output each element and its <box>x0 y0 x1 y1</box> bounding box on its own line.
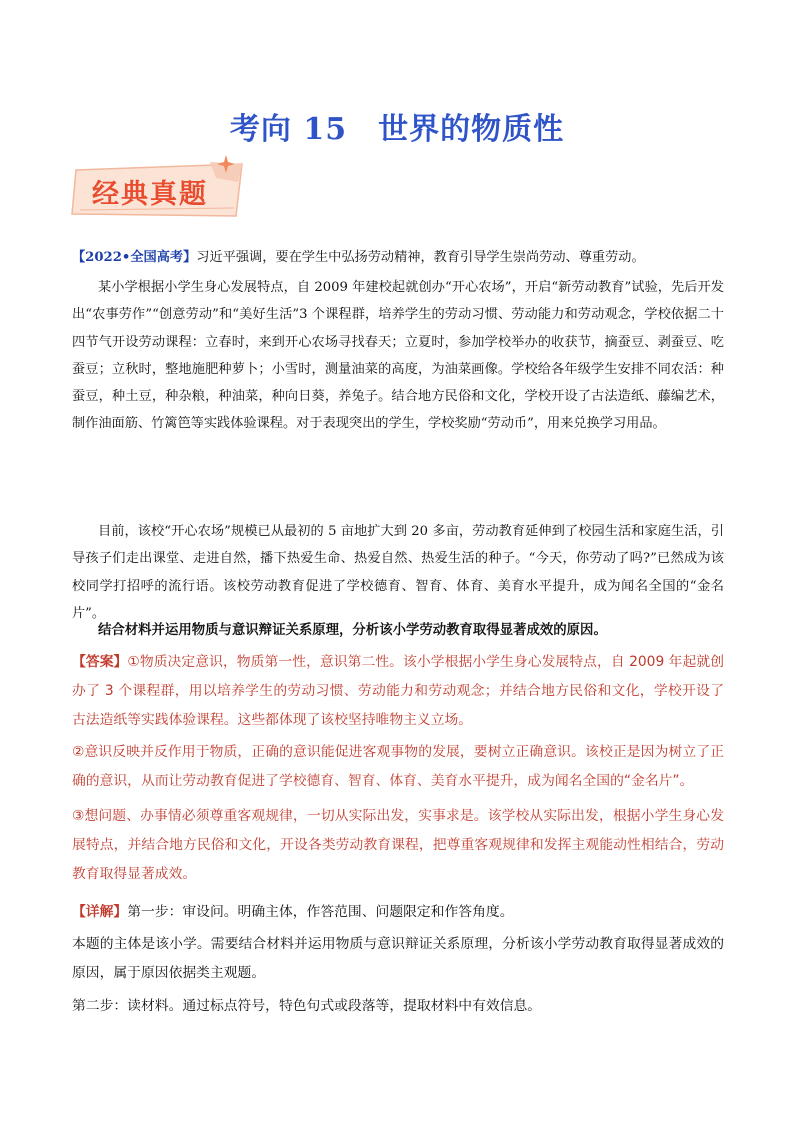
question-source: 【2022•全国高考】 <box>72 250 197 265</box>
answer-label: 【答案】 <box>72 654 128 670</box>
badge-label: 经典真题 <box>92 179 208 210</box>
detail-step-1 <box>72 898 724 927</box>
question-intro-text: 习近平强调，要在学生中弘扬劳动精神，教育引导学生崇尚劳动、尊重劳动。 <box>196 250 645 265</box>
answer-point-3: ③想问题、办事情必须尊重客观规律，一切从实际出发，实事求是。该学校从实际出发，根据小学生身心发展特点，并结合地方民俗和文化，开设各类劳动教育课程，把尊重客观规律和发挥主观能动性相结合，劳动教育取得显著成效。 <box>72 808 724 882</box>
detail-label: 【详解】 <box>72 904 128 920</box>
answer-point-1 <box>72 648 724 735</box>
answer-point-2: ②意识反映并反作用于物质，正确的意识能促进客观事物的发展，要树立正确意识。该校正是因为树立了正确的意识，从而让劳动教育促进了学校德育、智育、体育、美育水平提升，成为闻名全国的“金名片”。 <box>72 744 724 789</box>
detail-step-1-text: 第一步：审设问。明确主体，作答范围、问题限定和作答角度。 <box>127 904 514 920</box>
material-paragraph-1: 某小学根据小学生身心发展特点，自 2009 年建校起就创办“开心农场”，开启“新劳动教育”试验，先后开发出“农事劳作”“创意劳动”和“美好生活”3 个课程群，培养学生的劳动习惯、劳动能力和劳动观念，学校依据二十四节气开设劳动课程：立春时，来到开心农场寻找春天；立夏时，参加学校举办的收获节，摘蚕豆、剥蚕豆、吃蚕豆；立秋时，整地施肥种萝卜；小雪时，测量油菜的高度，为油菜画像。学校给各年级学生安排不同农活：种蚕豆，种土豆，种杂粮，种油菜，种向日葵，养兔子。结合地方民俗和文化，学校开设了古法造纸、藤编艺术，制作油面筋、竹篱笆等实践体验课程。对于表现突出的学生，学校奖励“劳动币”，用来兑换学习用品。 <box>72 280 724 432</box>
question-task: 结合材料并运用物质与意识辩证关系原理，分析该小学劳动教育取得显著成效的原因。 <box>98 623 607 638</box>
material-paragraph-2: 目前，该校“开心农场”规模已从最初的 5 亩地扩大到 20 多亩，劳动教育延伸到了校园生活和家庭生活，引导孩子们走出课堂、走进自然，播下热爱生命、热爱自然、热爱生活的种子。“今天，你劳动了吗?”已然成为该校同学打招呼的流行语。该校劳动教育促进了学校德育、智育、体育、美育水平提升，成为闻名全国的“金名片”。 <box>72 524 724 621</box>
detail-body: 本题的主体是该小学。需要结合材料并运用物质与意识辩证关系原理，分析该小学劳动教育取得显著成效的原因，属于原因依据类主观题。 <box>72 936 724 981</box>
section-badge <box>70 160 250 222</box>
sparkle-icon <box>216 154 236 174</box>
answer-point-1-text: ①物质决定意识，物质第一性，意识第二性。该小学根据小学生身心发展特点，自 2009 年起就创办了 3 个课程群，用以培养学生的劳动习惯、劳动能力和劳动观念；并结合地方民俗和文化，学校开设了古法造纸等实践体验课程。这些都体现了该校坚持唯物主义立场。 <box>72 654 725 728</box>
question-intro <box>72 244 724 271</box>
detail-step-2: 第二步：读材料。通过标点符号，特色句式或段落等，提取材料中有效信息。 <box>72 998 542 1014</box>
page-title: 考向 15 世界的物质性 <box>229 112 565 147</box>
